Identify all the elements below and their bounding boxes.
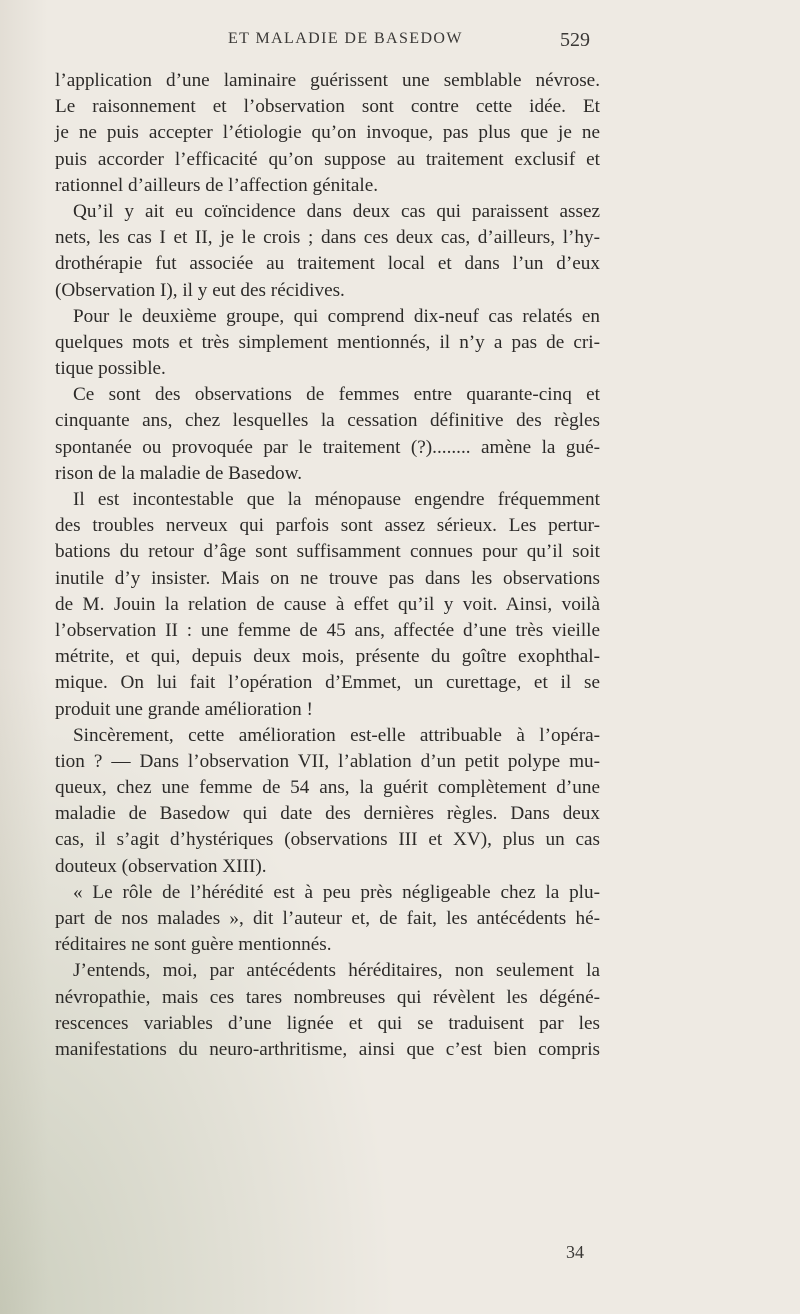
text-line: rescences variables d’une lignée et qui se traduisent par les [55,1012,600,1034]
signature-mark: 34 [566,1242,584,1262]
text-line: je ne puis accepter l’étiologie qu’on invoque, pas plus que je ne [55,122,600,144]
text-line: Sincèrement, cette amélioration est-elle attribuable à l’opéra- [73,724,600,746]
text-line: J’entends, moi, par antécédents héréditaires, non seulement la [73,960,600,982]
text-line: tion ? — Dans l’observation VII, l’ablation d’un petit polype mu- [55,750,600,772]
text-line: l’observation II : une femme de 45 ans, affectée d’une très vieille [55,619,600,641]
text-line: Le raisonnement et l’observation sont contre cette idée. Et [55,96,600,118]
text-line: Ce sont des observations de femmes entre quarante-cinq et [73,384,600,406]
text-line: (Observation I), il y eut des récidives. [55,279,345,301]
text-line: des troubles nerveux qui parfois sont assez sérieux. Les pertur- [55,515,600,537]
text-line: drothérapie fut associée au traitement local et dans l’un d’eux [55,253,600,275]
text-line: rison de la maladie de Basedow. [55,462,303,484]
text-line: cinquante ans, chez lesquelles la cessation définitive des règles [55,410,600,432]
text-line: produit une grande amélioration ! [55,698,313,720]
text-line: bations du retour d’âge sont suffisamment connues pour qu’il soit [55,541,600,563]
running-header [0,30,800,54]
text-line: spontanée ou provoquée par le traitement (?)........ amène la gué- [55,436,600,458]
text-line: l’application d’une laminaire guérissent une semblable névrose. [55,70,600,91]
text-line: Qu’il y ait eu coïncidence dans deux cas qui paraissent assez [73,200,600,222]
text-line: cas, il s’agit d’hystériques (observations III et XV), plus un cas [55,829,600,851]
text-line: manifestations du neuro-arthritisme, ainsi que c’est bien compris [55,1038,600,1060]
text-line: puis accorder l’efficacité qu’on suppose au traitement exclusif et [55,148,600,170]
body-text [55,68,600,1063]
text-line: part de nos malades », dit l’auteur et, de fait, les antécédents hé- [55,908,600,929]
text-line: queux, chez une femme de 54 ans, la guérit complètement d’une [55,777,600,799]
text-line: douteux (observation XIII). [55,855,267,877]
text-line: quelques mots et très simplement mentionnés, il n’y a pas de cri- [55,331,600,353]
text-line: nets, les cas I et II, je le crois ; dans ces deux cas, d’ailleurs, l’hy- [55,227,600,249]
page-number: 529 [560,29,590,51]
text-line: de M. Jouin la relation de cause à effet qu’il y voit. Ainsi, voilà [55,593,600,615]
text-line: tique possible. [55,358,166,380]
text-line: « Le rôle de l’hérédité est à peu près négligeable chez la plu- [73,881,600,903]
text-line: réditaires ne sont guère mentionnés. [55,934,332,956]
text-line: métrite, et qui, depuis deux mois, présente du goître exophthal- [55,646,600,668]
running-title: ET MALADIE DE BASEDOW [228,30,463,47]
text-line: névropathie, mais ces tares nombreuses qui révèlent les dégéné- [55,986,600,1008]
text-line: rationnel d’ailleurs de l’affection génitale. [55,174,379,196]
text-line: Pour le deuxième groupe, qui comprend dix-neuf cas relatés en [73,305,600,327]
text-line: mique. On lui fait l’opération d’Emmet, un curettage, et il se [55,672,600,694]
text-line: maladie de Basedow qui date des dernières règles. Dans deux [55,803,600,825]
text-line: Il est incontestable que la ménopause engendre fréquemment [73,489,600,510]
text-line: inutile d’y insister. Mais on ne trouve pas dans les observations [55,567,600,589]
